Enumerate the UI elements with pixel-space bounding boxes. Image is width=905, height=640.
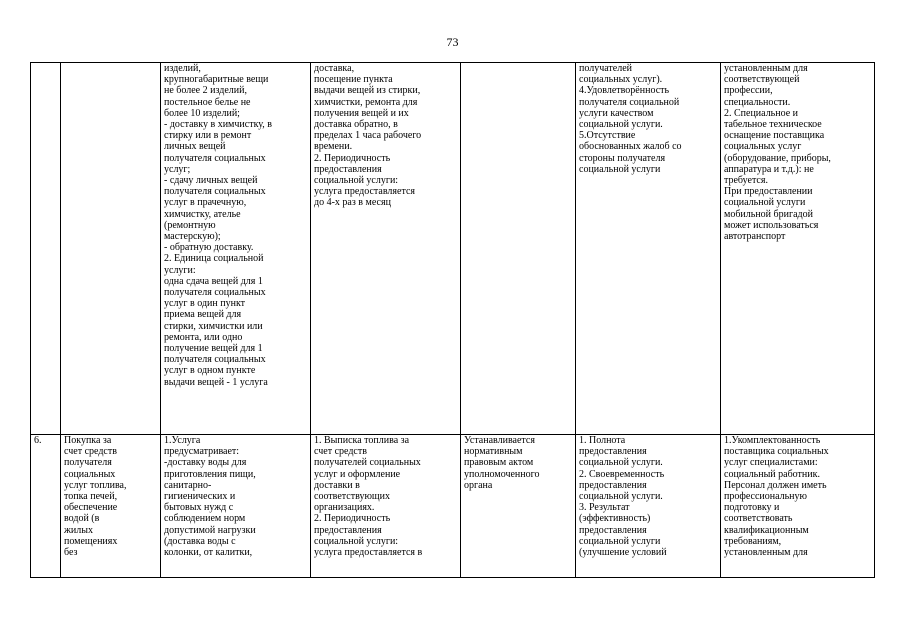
service-description-cell: изделий, крупногабаритные вещи не более 2 изделий, постельное белье не более 10 изделий; - доставку в химчистку, в стирку или в ремонт личных вещей получателя социальных услуг; - сдачу личных вещей получателя социальных услуг в прачечную, химчистку, ателье (ремонтную мастерскую); - обратную доставку. 2. Единица социальной услуги: одна сдача вещей для 1 получателя социальных услуг в один пункт приема вещей для стирки, химчистки или ремонта, или одно получение вещей для 1 получателя социальных услуг в одном пункте выдачи вещей - 1 услуга (161, 63, 311, 435)
quality-indicators-cell: 1. Полнота предоставления социальной услуги. 2. Своевременность предоставления социальной услуги. 3. Результат (эффективность) предоставления социальной услуги (улучшение условий (576, 435, 721, 578)
table-row (31, 63, 875, 435)
tariff-cell (461, 63, 576, 435)
conditions-cell: установленным для соответствующей профессии, специальности. 2. Специальное и табельное техническое оснащение поставщика социальных услуг (оборудование, приборы, аппаратура и т.д.): не требуется. При предоставлении социальной услуги мобильной бригадой может использоваться автотранспорт (721, 63, 875, 435)
conditions-cell: 1.Укомплектованность поставщика социальных услуг специалистами: социальный работник. Персонал должен иметь профессиональную подготовку и соответствовать квалификационным требованиям, установленным для (721, 435, 875, 578)
service-terms-cell: доставка, посещение пункта выдачи вещей из стирки, химчистки, ремонта для получения вещей и их доставка обратно, в пределах 1 часа рабочего времени. 2. Периодичность предоставления социальной услуги: услуга предоставляется до 4-х раз в месяц (311, 63, 461, 435)
table-row (31, 435, 875, 578)
service-terms-cell: 1. Выписка топлива за счет средств получателей социальных услуг и оформление доставки в соответствующих организациях. 2. Периодичность предоставления социальной услуги: услуга предоставляется в (311, 435, 461, 578)
service-name-cell (61, 63, 161, 435)
row-number-cell: 6. (31, 435, 61, 578)
service-name-cell: Покупка за счет средств получателя социальных услуг топлива, топка печей, обеспечение водой (в жилых помещениях без (61, 435, 161, 578)
row-number-cell (31, 63, 61, 435)
tariff-cell: Устанавливается нормативным правовым актом уполномоченного органа (461, 435, 576, 578)
quality-indicators-cell: получателей социальных услуг). 4.Удовлетворённость получателя социальной услуги качеством социальной услуги. 5.Отсутствие обоснованных жалоб со стороны получателя социальной услуги (576, 63, 721, 435)
service-description-cell: 1.Услуга предусматривает: -доставку воды для приготовления пищи, санитарно- гигиенических и бытовых нужд с соблюдением норм допустимой нагрузки (доставка воды с колонки, от калитки, (161, 435, 311, 578)
page-number: 73 (446, 35, 459, 49)
services-table (30, 62, 875, 578)
